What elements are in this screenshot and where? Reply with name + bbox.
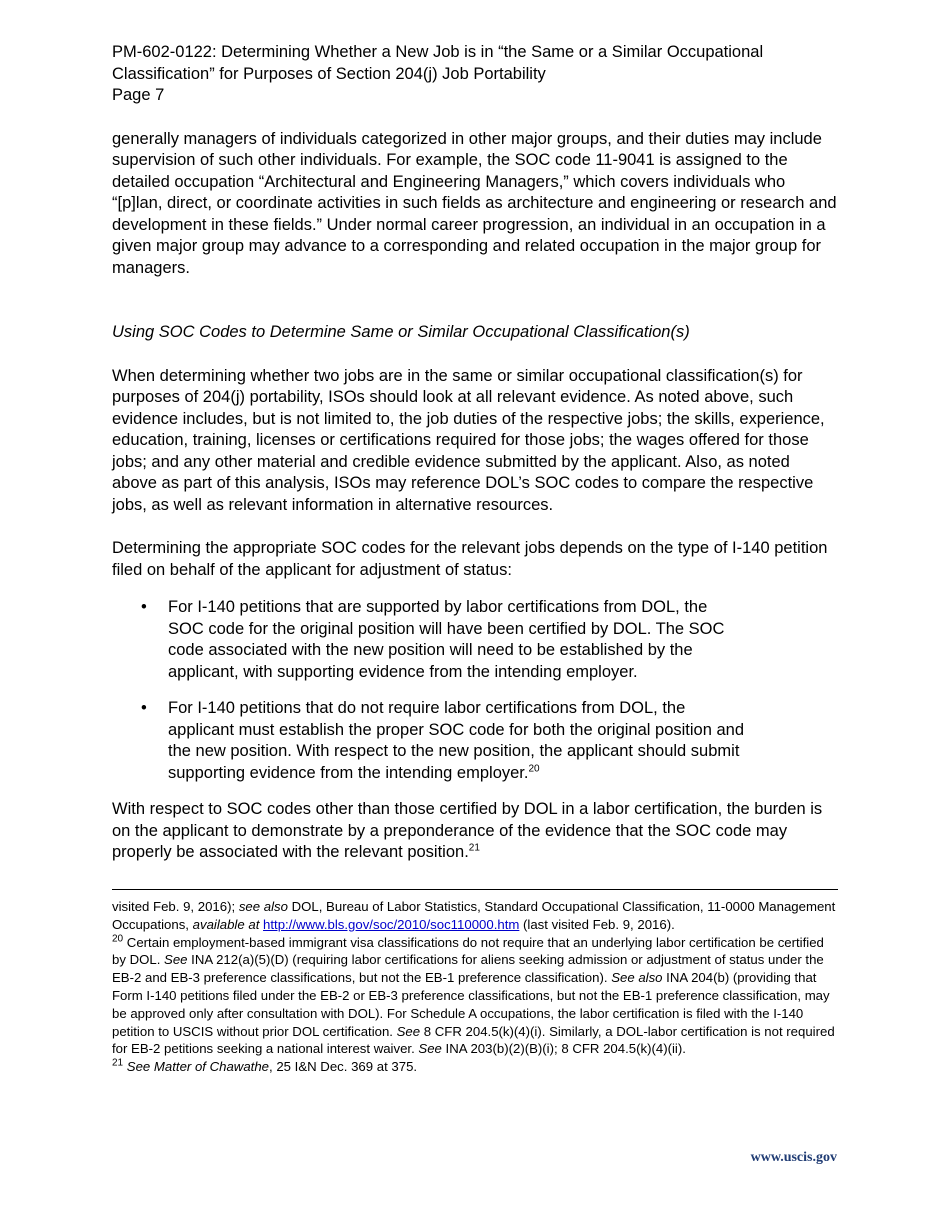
bullet-text-1: For I-140 petitions that are supported by labor certifications from DOL, the SOC code for the original position will have been certified by DOL. The SOC code associated with the new position will need to be established by the applicant, with supporting evidence from the intending employer. (168, 598, 725, 681)
footnote-case-name: See Matter of Chawathe (123, 1059, 269, 1075)
footnote-20 (112, 934, 838, 1059)
document-page (112, 42, 838, 864)
body-paragraph-4-text: With respect to SOC codes other than those certified by DOL in a labor certification, the burden is on the applicant to demonstrate by a preponderance of the evidence that the SOC code may properly be associated with the relevant position. (112, 800, 823, 861)
footnote-number: 21 (112, 1057, 124, 1069)
footnote-text: (last visited Feb. 9, 2016). (519, 916, 675, 932)
bullet-icon: • (141, 699, 147, 717)
footnote-text: DOL, Bureau of Labor Statistics, Standard Occupational Classification, 11-0000 Management Occupations, (112, 899, 836, 932)
footnote-signal: See (396, 1023, 421, 1039)
footnote-signal: See also (611, 970, 663, 986)
bls-soc-link[interactable]: http://www.bls.gov/soc/2010/soc110000.htm (263, 916, 520, 932)
footnote-ref-21[interactable]: 21 (468, 842, 480, 854)
footer-website-url: www.uscis.gov (750, 1150, 837, 1165)
header-page-number: Page 7 (112, 86, 165, 104)
footnote-text: , 25 I&N Dec. 369 at 375. (269, 1059, 418, 1075)
footnote-signal: See (164, 952, 188, 968)
bullet-text-2: For I-140 petitions that do not require labor certifications from DOL, the applicant must establish the proper SOC code for both the original position and the new position. With respect to the new position, the applicant should submit supporting evidence from the intending employer. (168, 699, 745, 782)
bullet-icon: • (141, 598, 147, 616)
footnote-text: Certain employment-based immigrant visa classifications do not require that an underlying labor certification be certified by DOL. (112, 934, 824, 968)
footnote-text: 8 CFR 204.5(k)(4)(i). Similarly, a DOL-labor certification is not required for EB-2 petitions seeking a national interest waiver. (112, 1023, 835, 1057)
footnote-text: INA 203(b)(2)(B)(i); 8 CFR 204.5(k)(4)(ii). (441, 1041, 686, 1057)
footnote-number: 20 (112, 933, 124, 945)
footnote-signal: available at (192, 916, 260, 932)
footnote-divider (112, 889, 838, 890)
body-paragraph-2: When determining whether two jobs are in the same or similar occupational classification(s) for purposes of 204(j) portability, ISOs should look at all relevant evidence. As noted above, such evidence includes, but is not limited to, the job duties of the respective jobs; the skills, experience, education, training, licenses or certifications required for those jobs; the wages offered for those jobs; and any other material and credible evidence submitted by the applicant. Also, as noted above as part of this analysis, ISOs may reference DOL’s SOC codes to compare the respective jobs, as well as relevant information in alternative resources. (112, 366, 825, 514)
bullet-item-2 (112, 698, 746, 784)
header-title-line2: Classification” for Purposes of Section 204(j) Job Portability (112, 64, 546, 83)
footnote-text: INA 212(a)(5)(D) (requiring labor certifications for aliens seeking admission or adjustment of status under the EB-2 and EB-3 preference classifications, but not the EB-1 preference classification). (112, 952, 824, 986)
bullet-item-1 (112, 597, 746, 683)
body-paragraph-3: Determining the appropriate SOC codes for the relevant jobs depends on the type of I-140 petition filed on behalf of the applicant for adjustment of status: (112, 539, 828, 579)
section-heading: Using SOC Codes to Determine Same or Similar Occupational Classification(s) (112, 323, 690, 341)
footnote-text: visited Feb. 9, 2016); (112, 899, 239, 914)
footnote-signal: See (418, 1041, 442, 1057)
footnotes (112, 898, 838, 1076)
body-paragraph-4 (112, 799, 838, 864)
page-header (112, 42, 838, 107)
footnote-21 (112, 1058, 838, 1076)
footnote-text: INA 204(b) (providing that Form I-140 petitions filed under the EB-2 or EB-3 preference classifications, but not the EB-1 preference classification, may be approved only after consultation with DOL). For Schedule A occupations, the labor certification is filed with the I-140 petition to USCIS without prior DOL certification. (112, 970, 830, 1039)
footnote-ref-20[interactable]: 20 (528, 763, 540, 774)
footnote-continuation (112, 898, 838, 934)
header-title-line1: PM-602-0122: Determining Whether a New Job is in “the Same or a Similar Occupational (112, 43, 764, 61)
bullet-list (112, 597, 838, 784)
body-paragraph-1: generally managers of individuals categorized in other major groups, and their duties may include supervision of such other individuals. For example, the SOC code 11-9041 is assigned to the detailed occupation “Architectural and Engineering Managers,” which covers individuals who “[p]lan, direct, or coordinate activities in such fields as architecture and engineering or research and development in these fields.” Under normal career progression, an individual in an occupation in a given major group may advance to a corresponding and related occupation in the major group for managers. (112, 129, 837, 277)
footnote-signal: see also (238, 899, 288, 914)
